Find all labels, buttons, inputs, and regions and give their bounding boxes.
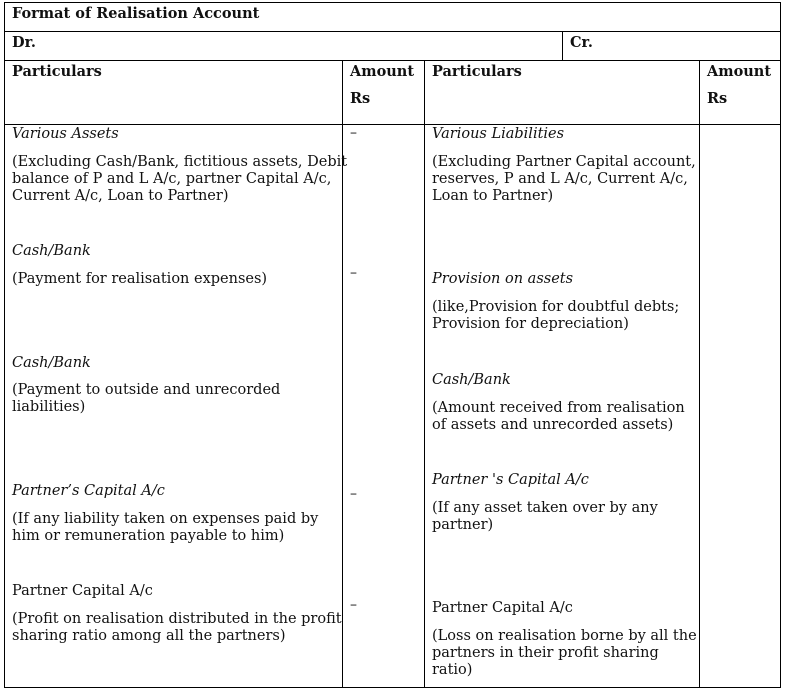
header-rs-right: Rs: [707, 90, 728, 107]
right-item5-title: Partner Capital A/c: [432, 600, 573, 616]
left-item1-desc: balance of P and L A/c, partner Capital A/c,: [12, 171, 332, 187]
left-item1-desc: (Excluding Cash/Bank, fictitious assets, Debit: [12, 154, 348, 170]
right-item5-desc: (Loss on realisation borne by all the: [432, 628, 697, 644]
right-item3-desc: of assets and unrecorded assets): [432, 417, 674, 433]
left-item5-desc: (Profit on realisation distributed in the profit: [12, 611, 342, 627]
rule-center: [424, 60, 425, 688]
table-title: Format of Realisation Account: [12, 5, 260, 22]
right-item3-title: Cash/Bank: [432, 372, 511, 388]
rule-below-header: [4, 124, 781, 125]
right-item5-desc: ratio): [432, 662, 473, 678]
header-amount-right: Amount: [707, 63, 772, 80]
right-item2-desc: Provision for depreciation): [432, 316, 629, 332]
header-amount-left: Amount: [350, 63, 415, 80]
right-item2-title: Provision on assets: [432, 271, 574, 287]
left-item1-desc: Current A/c, Loan to Partner): [12, 188, 229, 204]
right-item2-desc: (like,Provision for doubtful debts;: [432, 299, 680, 315]
header-rs-left: Rs: [350, 90, 371, 107]
left-item4-title: Partner’s Capital A/c: [12, 483, 165, 499]
right-item1-title: Various Liabilities: [432, 126, 565, 142]
left-item3-title: Cash/Bank: [12, 355, 91, 371]
right-item3-desc: (Amount received from realisation: [432, 400, 685, 416]
left-item5-desc: sharing ratio among all the partners): [12, 628, 286, 644]
left-item1-title: Various Assets: [12, 126, 119, 142]
amount-dash: –: [350, 265, 357, 281]
left-item3-desc: (Payment to outside and unrecorded: [12, 382, 281, 398]
rule-right-amount: [699, 60, 700, 688]
amount-dash: –: [350, 125, 357, 141]
right-item4-desc: partner): [432, 517, 494, 533]
rule-drcr-split: [562, 31, 563, 60]
right-item1-desc: (Excluding Partner Capital account,: [432, 154, 696, 170]
left-item3-desc: liabilities): [12, 399, 86, 415]
left-item2-desc: (Payment for realisation expenses): [12, 271, 268, 287]
left-item2-title: Cash/Bank: [12, 243, 91, 259]
rule-below-title: [4, 31, 781, 32]
right-item5-desc: partners in their profit sharing: [432, 645, 659, 661]
right-item4-title: Partner 's Capital A/c: [432, 472, 589, 488]
header-particulars-right: Particulars: [432, 63, 522, 80]
amount-dash: –: [350, 597, 357, 613]
amount-dash: –: [350, 486, 357, 502]
dr-label: Dr.: [12, 34, 36, 51]
right-item4-desc: (If any asset taken over by any: [432, 500, 658, 516]
right-item1-desc: Loan to Partner): [432, 188, 554, 204]
left-item5-title: Partner Capital A/c: [12, 583, 153, 599]
rule-below-drcr: [4, 60, 781, 61]
header-particulars-left: Particulars: [12, 63, 102, 80]
cr-label: Cr.: [570, 34, 593, 51]
left-item4-desc: him or remuneration payable to him): [12, 528, 285, 544]
left-item4-desc: (If any liability taken on expenses paid by: [12, 511, 319, 527]
right-item1-desc: reserves, P and L A/c, Current A/c,: [432, 171, 688, 187]
